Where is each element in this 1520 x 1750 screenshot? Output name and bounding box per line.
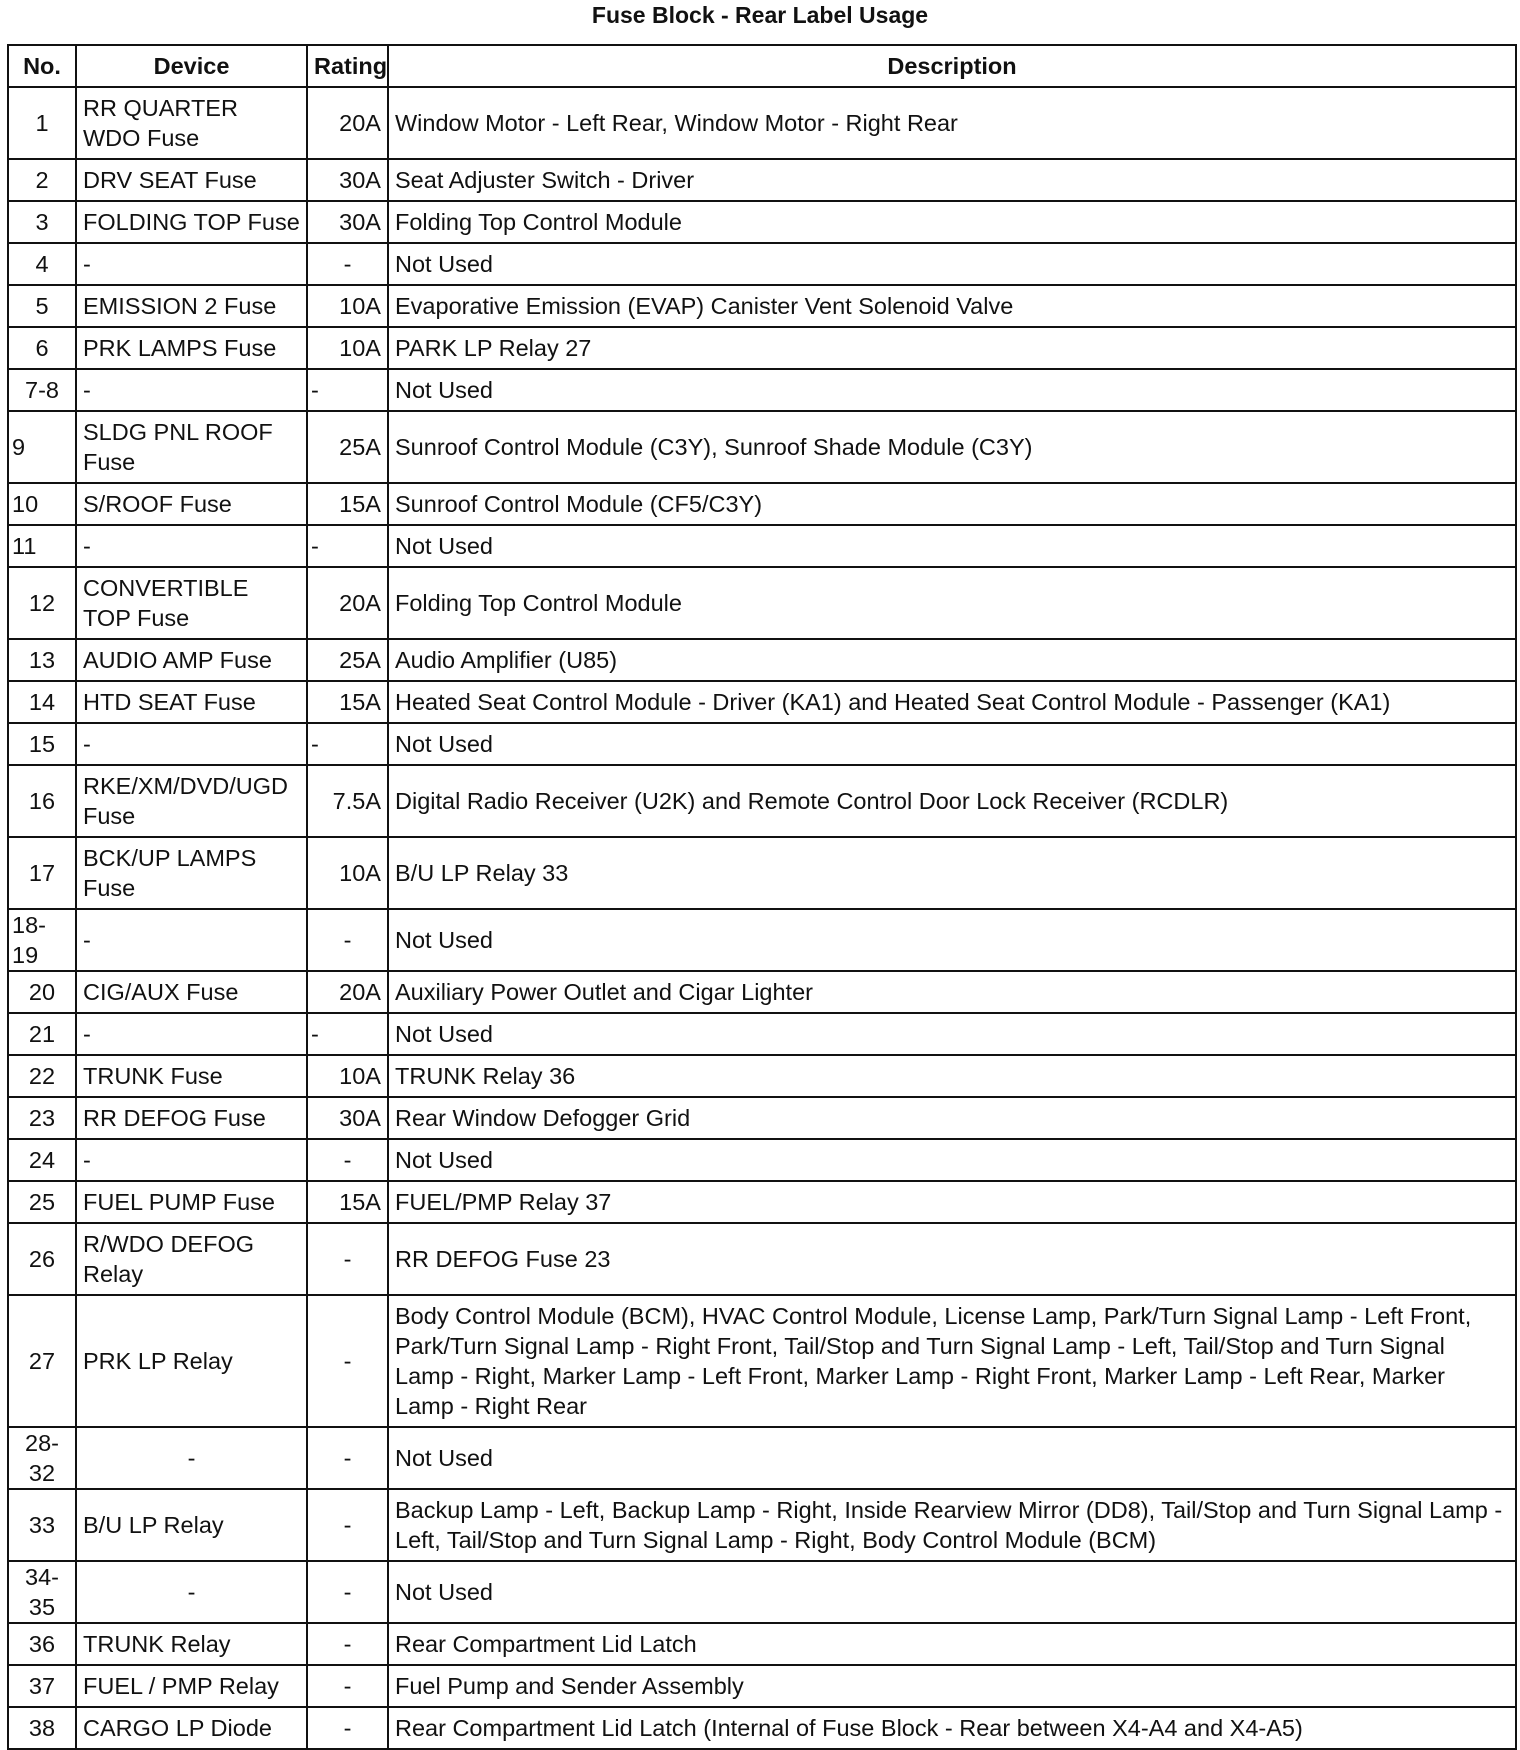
cell-no: 25 [8, 1181, 76, 1223]
table-row [8, 87, 1516, 159]
cell-device: B/U LP Relay [76, 1489, 307, 1561]
cell-description: Sunroof Control Module (CF5/C3Y) [388, 483, 1516, 525]
cell-description: Not Used [388, 1013, 1516, 1055]
table-row [8, 909, 1516, 971]
column-header-no: No. [8, 45, 76, 87]
table-row [8, 1707, 1516, 1749]
cell-rating: - [307, 1707, 388, 1749]
table-row [8, 1623, 1516, 1665]
cell-no: 4 [8, 243, 76, 285]
cell-device: TRUNK Relay [76, 1623, 307, 1665]
cell-description: FUEL/PMP Relay 37 [388, 1181, 1516, 1223]
cell-no: 3 [8, 201, 76, 243]
table-row [8, 411, 1516, 483]
cell-device: HTD SEAT Fuse [76, 681, 307, 723]
table-row [8, 723, 1516, 765]
cell-description: Not Used [388, 1561, 1516, 1623]
cell-device: R/WDO DEFOG Relay [76, 1223, 307, 1295]
cell-device: S/ROOF Fuse [76, 483, 307, 525]
cell-description: Seat Adjuster Switch - Driver [388, 159, 1516, 201]
cell-no: 24 [8, 1139, 76, 1181]
cell-device: RR DEFOG Fuse [76, 1097, 307, 1139]
cell-rating: 10A [307, 327, 388, 369]
cell-no: 9 [8, 411, 76, 483]
cell-no: 12 [8, 567, 76, 639]
table-row [8, 639, 1516, 681]
table-row [8, 201, 1516, 243]
cell-device: - [76, 909, 307, 971]
cell-no: 27 [8, 1295, 76, 1427]
cell-device: TRUNK Fuse [76, 1055, 307, 1097]
table-row [8, 1139, 1516, 1181]
cell-no: 18-19 [8, 909, 76, 971]
cell-device: - [76, 1427, 307, 1489]
table-row [8, 837, 1516, 909]
cell-device: - [76, 369, 307, 411]
table-row [8, 1427, 1516, 1489]
cell-no: 13 [8, 639, 76, 681]
fuse-table [7, 44, 1517, 1750]
cell-no: 34-35 [8, 1561, 76, 1623]
table-row [8, 1295, 1516, 1427]
cell-device: - [76, 1561, 307, 1623]
cell-description: Fuel Pump and Sender Assembly [388, 1665, 1516, 1707]
cell-device: CARGO LP Diode [76, 1707, 307, 1749]
cell-rating: 7.5A [307, 765, 388, 837]
table-row [8, 1097, 1516, 1139]
cell-no: 28-32 [8, 1427, 76, 1489]
cell-rating: - [307, 1489, 388, 1561]
table-row [8, 159, 1516, 201]
cell-no: 10 [8, 483, 76, 525]
cell-no: 14 [8, 681, 76, 723]
cell-rating: 15A [307, 681, 388, 723]
cell-rating: - [307, 1295, 388, 1427]
cell-rating: - [307, 369, 388, 411]
cell-device: FOLDING TOP Fuse [76, 201, 307, 243]
cell-description: Heated Seat Control Module - Driver (KA1) and Heated Seat Control Module - Passenger (KA1) [388, 681, 1516, 723]
cell-rating: - [307, 1223, 388, 1295]
cell-rating: 30A [307, 159, 388, 201]
cell-device: CONVERTIBLE TOP Fuse [76, 567, 307, 639]
cell-description: Rear Window Defogger Grid [388, 1097, 1516, 1139]
table-row [8, 971, 1516, 1013]
cell-device: BCK/UP LAMPS Fuse [76, 837, 307, 909]
cell-description: Folding Top Control Module [388, 201, 1516, 243]
column-header-description: Description [388, 45, 1516, 87]
cell-no: 15 [8, 723, 76, 765]
cell-rating: 20A [307, 567, 388, 639]
table-row [8, 327, 1516, 369]
cell-description: Auxiliary Power Outlet and Cigar Lighter [388, 971, 1516, 1013]
table-row [8, 1181, 1516, 1223]
cell-rating: - [307, 1013, 388, 1055]
table-header-row [8, 45, 1516, 87]
cell-no: 37 [8, 1665, 76, 1707]
cell-rating: 20A [307, 87, 388, 159]
cell-description: B/U LP Relay 33 [388, 837, 1516, 909]
cell-description: Audio Amplifier (U85) [388, 639, 1516, 681]
cell-no: 38 [8, 1707, 76, 1749]
cell-rating: - [307, 1139, 388, 1181]
cell-device: - [76, 723, 307, 765]
cell-description: Not Used [388, 1139, 1516, 1181]
cell-description: Body Control Module (BCM), HVAC Control Module, License Lamp, Park/Turn Signal Lamp - Left Front, Park/Turn Signal Lamp - Right Front, Tail/Stop and Turn Signal Lamp - Left, Tail/Stop and Turn Signal Lamp - Right, Marker Lamp - Left Front, Marker Lamp - Right Front, Marker Lamp - Left Rear, Marker Lamp - Right Rear [388, 1295, 1516, 1427]
cell-description: Window Motor - Left Rear, Window Motor - Right Rear [388, 87, 1516, 159]
cell-rating: - [307, 1427, 388, 1489]
cell-description: Rear Compartment Lid Latch (Internal of Fuse Block - Rear between X4-A4 and X4-A5) [388, 1707, 1516, 1749]
column-header-device: Device [76, 45, 307, 87]
cell-no: 20 [8, 971, 76, 1013]
page-title: Fuse Block - Rear Label Usage [591, 2, 929, 28]
cell-device: - [76, 525, 307, 567]
table-row [8, 1055, 1516, 1097]
cell-no: 22 [8, 1055, 76, 1097]
cell-device: FUEL PUMP Fuse [76, 1181, 307, 1223]
cell-device: PRK LP Relay [76, 1295, 307, 1427]
cell-description: Not Used [388, 369, 1516, 411]
cell-description: Not Used [388, 243, 1516, 285]
cell-rating: 25A [307, 411, 388, 483]
cell-no: 7-8 [8, 369, 76, 411]
cell-no: 36 [8, 1623, 76, 1665]
cell-rating: - [307, 1561, 388, 1623]
cell-no: 1 [8, 87, 76, 159]
cell-rating: 15A [307, 483, 388, 525]
cell-rating: 10A [307, 1055, 388, 1097]
cell-description: Digital Radio Receiver (U2K) and Remote Control Door Lock Receiver (RCDLR) [388, 765, 1516, 837]
cell-description: Not Used [388, 909, 1516, 971]
cell-device: EMISSION 2 Fuse [76, 285, 307, 327]
cell-rating: 30A [307, 201, 388, 243]
cell-rating: 10A [307, 837, 388, 909]
cell-description: Not Used [388, 1427, 1516, 1489]
cell-rating: 20A [307, 971, 388, 1013]
cell-rating: - [307, 525, 388, 567]
cell-device: PRK LAMPS Fuse [76, 327, 307, 369]
cell-device: AUDIO AMP Fuse [76, 639, 307, 681]
cell-rating: - [307, 909, 388, 971]
cell-device: DRV SEAT Fuse [76, 159, 307, 201]
table-row [8, 1561, 1516, 1623]
cell-no: 33 [8, 1489, 76, 1561]
cell-description: Rear Compartment Lid Latch [388, 1623, 1516, 1665]
cell-rating: 10A [307, 285, 388, 327]
cell-rating: 25A [307, 639, 388, 681]
table-row [8, 525, 1516, 567]
table-row [8, 1665, 1516, 1707]
table-row [8, 765, 1516, 837]
table-row [8, 1013, 1516, 1055]
cell-rating: - [307, 1665, 388, 1707]
cell-device: RKE/XM/DVD/UGD Fuse [76, 765, 307, 837]
cell-description: Folding Top Control Module [388, 567, 1516, 639]
cell-no: 5 [8, 285, 76, 327]
cell-device: - [76, 243, 307, 285]
table-row [8, 1489, 1516, 1561]
cell-rating: 15A [307, 1181, 388, 1223]
cell-no: 26 [8, 1223, 76, 1295]
cell-rating: - [307, 243, 388, 285]
cell-no: 11 [8, 525, 76, 567]
cell-device: - [76, 1139, 307, 1181]
cell-no: 16 [8, 765, 76, 837]
table-row [8, 1223, 1516, 1295]
cell-no: 23 [8, 1097, 76, 1139]
cell-device: RR QUARTER WDO Fuse [76, 87, 307, 159]
cell-device: FUEL / PMP Relay [76, 1665, 307, 1707]
table-row [8, 369, 1516, 411]
cell-rating: - [307, 723, 388, 765]
cell-description: Evaporative Emission (EVAP) Canister Vent Solenoid Valve [388, 285, 1516, 327]
table-row [8, 285, 1516, 327]
cell-no: 17 [8, 837, 76, 909]
cell-description: Backup Lamp - Left, Backup Lamp - Right, Inside Rearview Mirror (DD8), Tail/Stop and Turn Signal Lamp - Left, Tail/Stop and Turn Signal Lamp - Right, Body Control Module (BCM) [388, 1489, 1516, 1561]
cell-description: TRUNK Relay 36 [388, 1055, 1516, 1097]
cell-rating: - [307, 1623, 388, 1665]
cell-device: - [76, 1013, 307, 1055]
table-row [8, 681, 1516, 723]
table-row [8, 243, 1516, 285]
cell-device: SLDG PNL ROOF Fuse [76, 411, 307, 483]
cell-description: Sunroof Control Module (C3Y), Sunroof Shade Module (C3Y) [388, 411, 1516, 483]
cell-description: PARK LP Relay 27 [388, 327, 1516, 369]
cell-description: Not Used [388, 723, 1516, 765]
cell-no: 21 [8, 1013, 76, 1055]
cell-description: RR DEFOG Fuse 23 [388, 1223, 1516, 1295]
table-row [8, 567, 1516, 639]
cell-no: 2 [8, 159, 76, 201]
cell-description: Not Used [388, 525, 1516, 567]
column-header-rating: Rating [307, 45, 388, 87]
cell-no: 6 [8, 327, 76, 369]
cell-device: CIG/AUX Fuse [76, 971, 307, 1013]
cell-rating: 30A [307, 1097, 388, 1139]
table-row [8, 483, 1516, 525]
